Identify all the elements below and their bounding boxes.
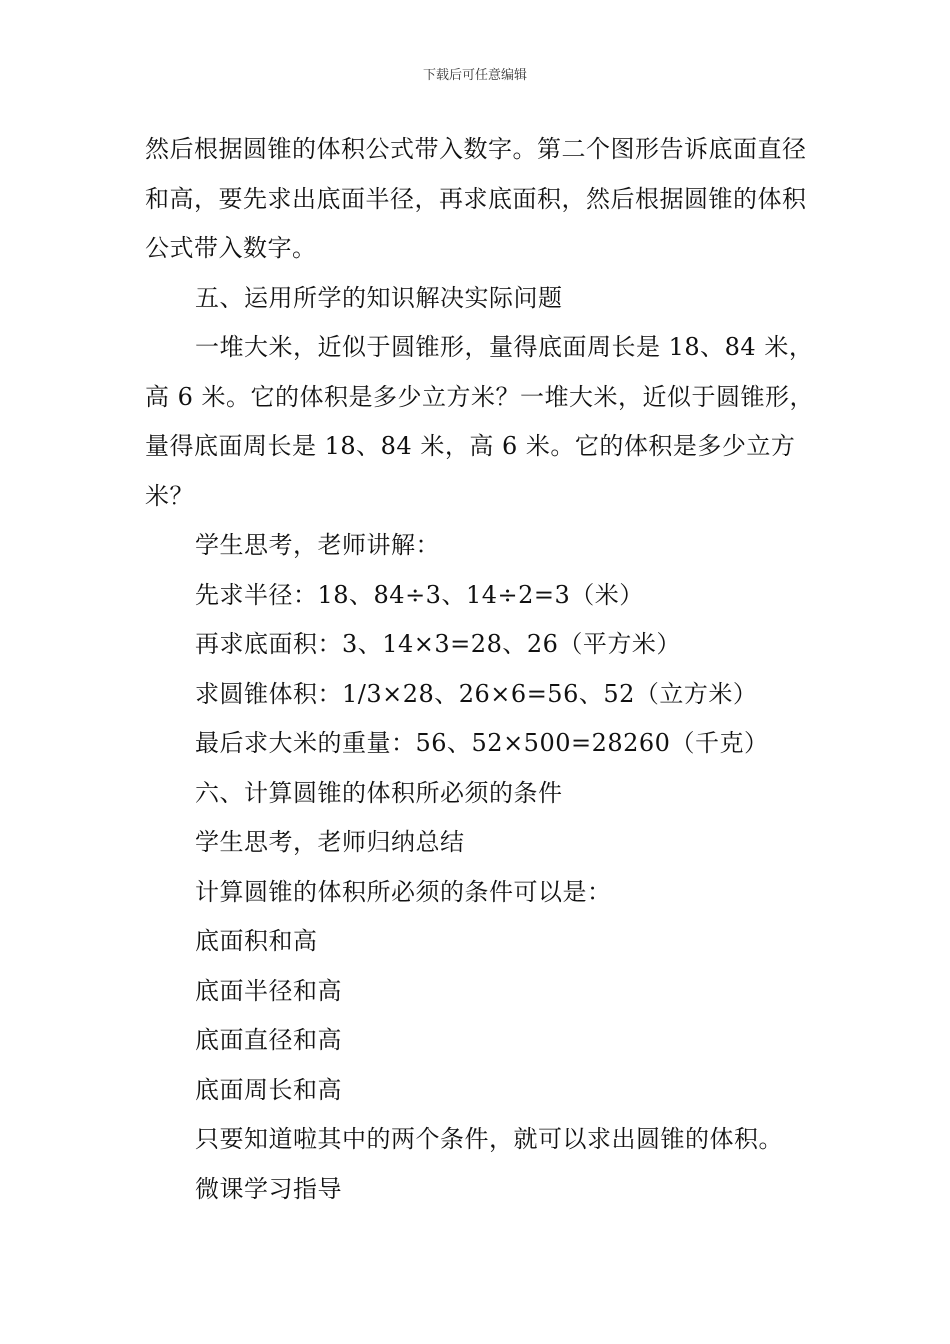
paragraph-conclusion: 只要知道啦其中的两个条件，就可以求出圆锥的体积。 <box>195 1125 783 1153</box>
paragraph-summary-intro: 学生思考，老师归纳总结 <box>195 828 465 856</box>
condition-base-circumference: 底面周长和高 <box>195 1075 342 1104</box>
condition-base-diameter: 底面直径和高 <box>195 1026 342 1054</box>
step-rice-weight: 最后求大米的重量：56、52×500=28260（千克） <box>195 729 769 757</box>
paragraph-explanation-intro: 学生思考，老师讲解： <box>195 531 440 559</box>
section-heading-five: 五、运用所学的知识解决实际问题 <box>195 283 563 312</box>
document-body <box>145 125 815 1214</box>
page-header: 下载后可任意编辑 <box>422 68 527 83</box>
paragraph-rice-problem: 一堆大米，近似于圆锥形，量得底面周长是 18、84 米，高 6 米。它的体积是多少立方米？一堆大米，近似于圆锥形，量得底面周长是 18、84 米，高 6 米。它的体积是多少立方米？ <box>145 333 815 510</box>
paragraph-conditions-intro: 计算圆锥的体积所必须的条件可以是： <box>195 877 612 906</box>
section-heading-micro-lesson: 微课学习指导 <box>195 1174 342 1203</box>
condition-base-radius: 底面半径和高 <box>195 976 342 1005</box>
step-cone-volume: 求圆锥体积：1/3×28、26×6=56、52（立方米） <box>195 679 758 708</box>
step-base-area: 再求底面积：3、14×3=28、26（平方米） <box>195 630 681 658</box>
section-heading-six: 六、计算圆锥的体积所必须的条件 <box>195 778 563 807</box>
step-radius: 先求半径：18、84÷3、14÷2=3（米） <box>195 580 644 609</box>
paragraph-volume-formula: 然后根据圆锥的体积公式带入数字。第二个图形告诉底面直径和高，要先求出底面半径，再求底面积，然后根据圆锥的体积公式带入数字。 <box>145 135 807 262</box>
condition-base-area: 底面积和高 <box>195 927 318 955</box>
